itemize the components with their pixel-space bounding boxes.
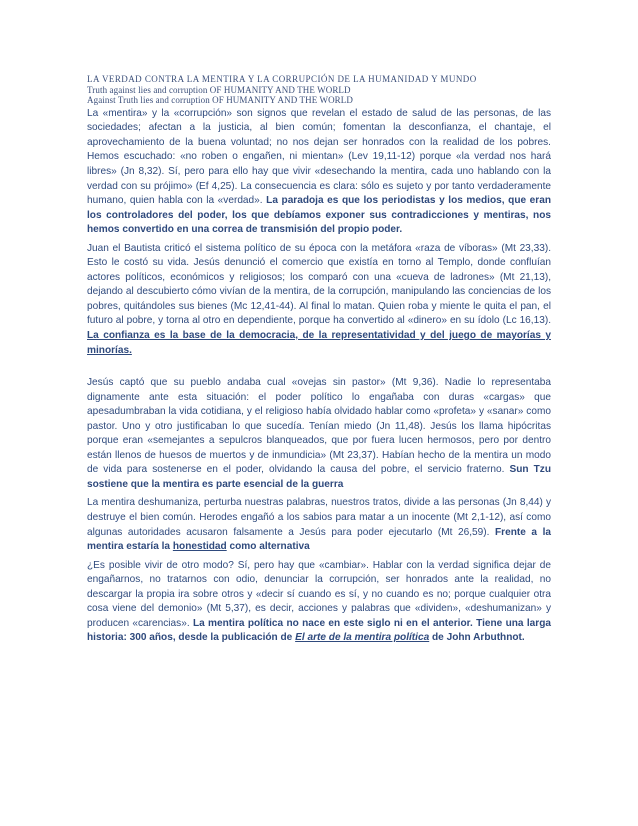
paragraph-3-text: Jesús captó que su pueblo andaba cual «ovejas sin pastor» (Mt 9,36). Nadie lo representaba dignamente ante esta situación: el poder político lo engañaba con duras «cargas» que apesadumbraban la vida cotidiana, y el religioso había olvidado hablar como «profeta» y «sanar» como pastor. Uno y otro justificaban lo que sucedía. Tenían miedo (Jn 11,48). Jesús los llama hipócritas porque eran «semejantes a sepulcros blanqueados, que por fuera lucen hermosos, pero por dentro están llenos de huesos de muertos y de inmundicia» (Mt 23,37). Habían hecho de la mentira un modo de vida para sostenerse en el poder, olvidando la causa del pobre, el servicio fraterno. xyxy=(87,377,551,476)
paragraph-2 xyxy=(87,242,551,358)
paragraph-1-text: La «mentira» y la «corrupción» son signos que revelan el estado de salud de las personas, de las sociedades; afectan a la justicia, al bien común; fomentan la desconfianza, el chantaje, el aprovechamiento de la buena voluntad; no nos dejan ser honrados con la realidad de los pobres. Hemos escuchado: «no roben o engañen, ni mientan» (Lev 19,11-12) porque «la verdad nos hará libres» (Jn 8,32). Sí, pero para ello hay que vivir «desechando la mentira, cada uno hablando con la verdad con su prójimo» (Ef 4,25). La consecuencia es clara: sólo es sujeto y por tanto verdaderamente humano, quien habla con la «verdad». xyxy=(87,107,551,207)
paragraph-3-emphasis: Sun Tzu sostiene que la mentira es parte esencial de la guerra xyxy=(87,464,552,490)
document-header xyxy=(87,74,551,106)
paragraph-1 xyxy=(87,107,551,238)
paragraph-5 xyxy=(87,559,551,646)
header-line-3: Against Truth lies and corruption OF HUMANITY AND THE WORLD xyxy=(87,95,353,106)
document-page xyxy=(87,74,551,646)
header-line-1: LA VERDAD CONTRA LA MENTIRA Y LA CORRUPCIÓN DE LA HUMANIDAD Y MUNDO xyxy=(87,74,477,84)
paragraph-2-emphasis: La confianza es la base de la democracia, de la representatividad y del juego de mayorías y minorías. xyxy=(87,329,551,356)
paragraph-4-emphasis: Frente a la mentira estaría la xyxy=(87,526,551,553)
honestidad-keyword: honestidad xyxy=(172,541,227,553)
header-line-2: Truth against lies and corruption OF HUMANITY AND THE WORLD xyxy=(87,84,351,95)
paragraph-4-text: La mentira deshumaniza, perturba nuestras palabras, nuestros tratos, divide a las personas (Jn 8,44) y destruye el bien común. Herodes engañó a los sabios para matar a un inocente (Mt 2,1-12), así como algunas autoridades acusaron falsamente a Jesús para poder ejecutarlo (Mt 26,59). xyxy=(87,497,551,538)
paragraph-3 xyxy=(87,376,551,492)
paragraph-4-emphasis-end: como alternativa xyxy=(229,541,310,553)
book-title-link[interactable]: El arte de la mentira política xyxy=(295,632,430,644)
paragraph-5-emphasis: La mentira política no nace en este siglo ni en el anterior. Tiene una larga historia: 300 años, desde la publicación de xyxy=(87,617,551,644)
paragraph-1-emphasis: La paradoja es que los periodistas y los medios, que eran los controladores del poder, los que debíamos exponer sus contradicciones y mentiras, nos hemos convertido en una correa de transmisión del propio poder. xyxy=(87,195,551,236)
paragraph-5-text: ¿Es posible vivir de otro modo? Sí, pero hay que «cambiar». Hablar con la verdad significa dejar de engañarnos, no tratarnos con odio, denunciar la corrupción, ser honrados ante la realidad, no descargar la propia ira sobre otros y «decir sí cuando es sí, y no cuando es no; porque cualquier otra cosa viene del demonio» (Mt 5,37), es decir, acciones y palabras que «dividen», «deshumanizan» y producen «carencias». xyxy=(87,559,551,629)
paragraph-2-text: Juan el Bautista criticó el sistema político de su época con la metáfora «raza de víboras» (Mt 23,33). Esto le costó su vida. Jesús denunció el comercio que existía en torno al Templo, donde confluían actores políticos, económicos y religiosos; los comparó con una «cueva de ladrones» (Mt 21,13), dejando al descubierto cómo vivían de la mentira, de la corrupción, manipulando las conciencias de los pobres, quitándoles sus bienes (Mc 12,41-44). Al final lo matan. Quien roba y miente le quita el pan, el futuro al pobre, y torna al otro en dependiente, porque ha convertido al «dinero» en su ídolo (Lc 16,13). xyxy=(87,242,551,327)
paragraph-5-emphasis-end: de John Arbuthnot. xyxy=(432,632,525,644)
paragraph-4 xyxy=(87,496,551,554)
